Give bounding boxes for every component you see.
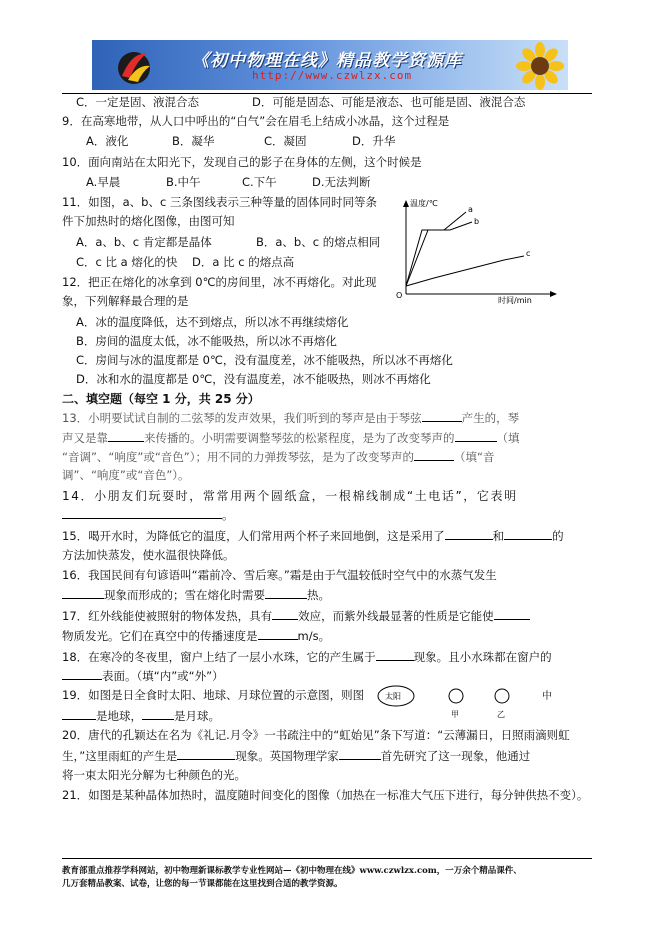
q17-line1: 17．红外线能使被照射的物体发热，具有 效应，而紫外线最显著的性质是它能使 [62, 608, 530, 624]
q19-line2: 是地球， 是月球。 [62, 708, 220, 724]
sun-label: 太阳 [385, 692, 401, 701]
q18-line2: 表面。（填“内”或“外”） [62, 668, 224, 684]
q11-option-a: A．a、b、c 肯定都是晶体 [76, 235, 212, 249]
q9-option-d: D．升华 [352, 134, 396, 148]
q20-line2: 生，”这里雨虹的产生是 现象。英国物理学家 首先研究了这一现象，他通过 [62, 749, 531, 763]
q17-line2: 物质发光。它们在真空中的传播速度是 m/s。 [62, 629, 331, 643]
sunflower-icon [516, 42, 564, 90]
q8-option-c: C．一定是固、液混合态 [76, 95, 200, 109]
q10-option-a: A.早晨 [86, 175, 121, 189]
q13-line1: 13．小明要试试自制的二弦琴的发声效果，我们听到的琴声是由于琴弦 产生的，琴 [62, 411, 520, 425]
chart-origin: O [396, 291, 403, 300]
footer-line2: 几万套精品教案、试卷，让您的每一节课都能在这里找到合适的教学资源。 [62, 879, 343, 889]
q10-option-c: C.下午 [242, 175, 277, 189]
q9-stem: 9．在高寒地带，从人口中呼出的“白气”会在眉毛上结成小冰晶，这个过程是 [62, 114, 450, 128]
q11-line1: 11．如图，a、b、c 三条图线表示三种等量的固体同时同等条 [62, 195, 377, 209]
q16-line1: 16．我国民间有句谚语叫“霜前冷、雪后寒。”霜是由于气温较低时空气中的水蒸气发生 [62, 568, 497, 582]
q19-line1: 19．如图是日全食时太阳、地球、月球位置的示意图，则图 [62, 688, 365, 702]
body-yi-label: 乙 [497, 710, 505, 719]
curve-c [406, 256, 524, 286]
x-axis-arrow-icon [550, 291, 557, 297]
q12-line1: 12．把正在熔化的冰拿到 0℃的房间里，冰不再熔化。对此现 [62, 275, 377, 289]
q21-line1: 21．如图是某种晶体加热时，温度随时间变化的图像（加热在一标准大气压下进行，每分钟供热不变）。 [62, 788, 589, 802]
curve-label-b: b [474, 217, 480, 226]
q10-option-b: B.中午 [166, 175, 201, 189]
q12-option-a: A．冰的温度降低，达不到熔点，所以冰不再继续熔化 [76, 315, 349, 329]
header-rule [62, 93, 592, 94]
q15-line2: 方法加快蒸发，使水温很快降低。 [62, 548, 235, 562]
q18-line1: 18．在寒冷的冬夜里，窗户上结了一层小水珠，它的产生属于 现象。且小水珠都在窗户的 [62, 650, 552, 664]
header-banner [92, 40, 568, 90]
q13-line3: “音调”、“响度”或“音色”）；用不同的力弹拨琴弦，是为了改变琴声的 （填“音 [62, 450, 495, 464]
q10-stem: 10．面向南站在太阳光下，发现自己的影子在身体的左侧，这个时候是 [62, 155, 422, 169]
melting-graph [392, 198, 562, 304]
q8-option-d: D．可能是固态、可能是液态、也可能是固、液混合态 [252, 95, 526, 109]
curve-label-c: c [526, 249, 531, 258]
curve-label-a: a [468, 205, 473, 214]
q9-option-b: B．凝华 [172, 134, 215, 148]
banner-url: http://www.czwlzx.com [252, 69, 413, 82]
q12-option-d: D．冰和水的温度都是 0℃，没有温度差，冰不能吸热，则冰不再熔化 [76, 372, 431, 386]
q20-line1: 20．唐代的孔颖达在名为《礼记.月令》一书疏注中的“虹始见”条下写道：“云薄漏日，日照雨滴则虹 [62, 728, 570, 742]
chart-xlabel: 时间/min [498, 296, 532, 304]
logo-icon [114, 46, 154, 86]
q15-line1: 15．喝开水时，为降低它的温度，人们常用两个杯子来回地倒，这是采用了 和 的 [62, 529, 564, 543]
q16-line2: 现象而形成的；雪在熔化时需要 热。 [62, 587, 330, 603]
footer-rule [62, 858, 592, 859]
y-axis-arrow-icon [403, 200, 409, 207]
eclipse-diagram [374, 684, 564, 724]
q12-option-c: C．房间与冰的温度都是 0℃，没有温度差，冰不能吸热，所以冰不再熔化 [76, 353, 453, 367]
section-fill-in: 二、填空题（每空 1 分，共 25 分） [62, 392, 260, 406]
chart-ylabel: 温度/℃ [410, 199, 438, 208]
q11-line2: 件下加热时的熔化图像，由图可知 [62, 214, 235, 228]
q11-option-b: B．a、b、c 的熔点相同 [256, 235, 381, 249]
q9-option-a: A．液化 [86, 134, 129, 148]
q13-line2: 声又是靠 来传播的。小明需要调整琴弦的松紧程度，是为了改变琴声的 （填 [62, 431, 520, 445]
banner-title: 《初中物理在线》精品教学资源库 [192, 51, 462, 71]
body-zhong-label: 中 [542, 691, 552, 702]
q14-line2: 。 [62, 507, 234, 523]
q11-option-d: D．a 比 c 的熔点高 [192, 255, 295, 269]
body-yi-icon [495, 689, 509, 703]
q11-option-c: C．c 比 a 熔化的快 [76, 255, 178, 269]
q12-line2: 象，下列解释最合理的是 [62, 294, 189, 308]
body-jia-label: 甲 [451, 710, 459, 719]
footer-line1: 教育部重点推荐学科网站，初中物理新课标教学专业性网站—《初中物理在线》www.czwlzx.com，一万余个精品课件、 [62, 866, 522, 876]
curve-a [406, 212, 466, 286]
q12-option-b: B．房间的温度太低，冰不能吸热，所以冰不再熔化 [76, 334, 337, 348]
q10-option-d: D.无法判断 [312, 175, 371, 189]
q20-line3: 将一束太阳光分解为七种颜色的光。 [62, 768, 246, 782]
body-jia-icon [449, 689, 463, 703]
q9-option-c: C．凝固 [264, 134, 307, 148]
q14-line1: 14．小朋友们玩耍时，常常用两个圆纸盒，一根棉线制成“土电话”，它表明 [62, 489, 518, 503]
q13-line4: 调”、“响度”或“音色”）。 [62, 468, 190, 482]
